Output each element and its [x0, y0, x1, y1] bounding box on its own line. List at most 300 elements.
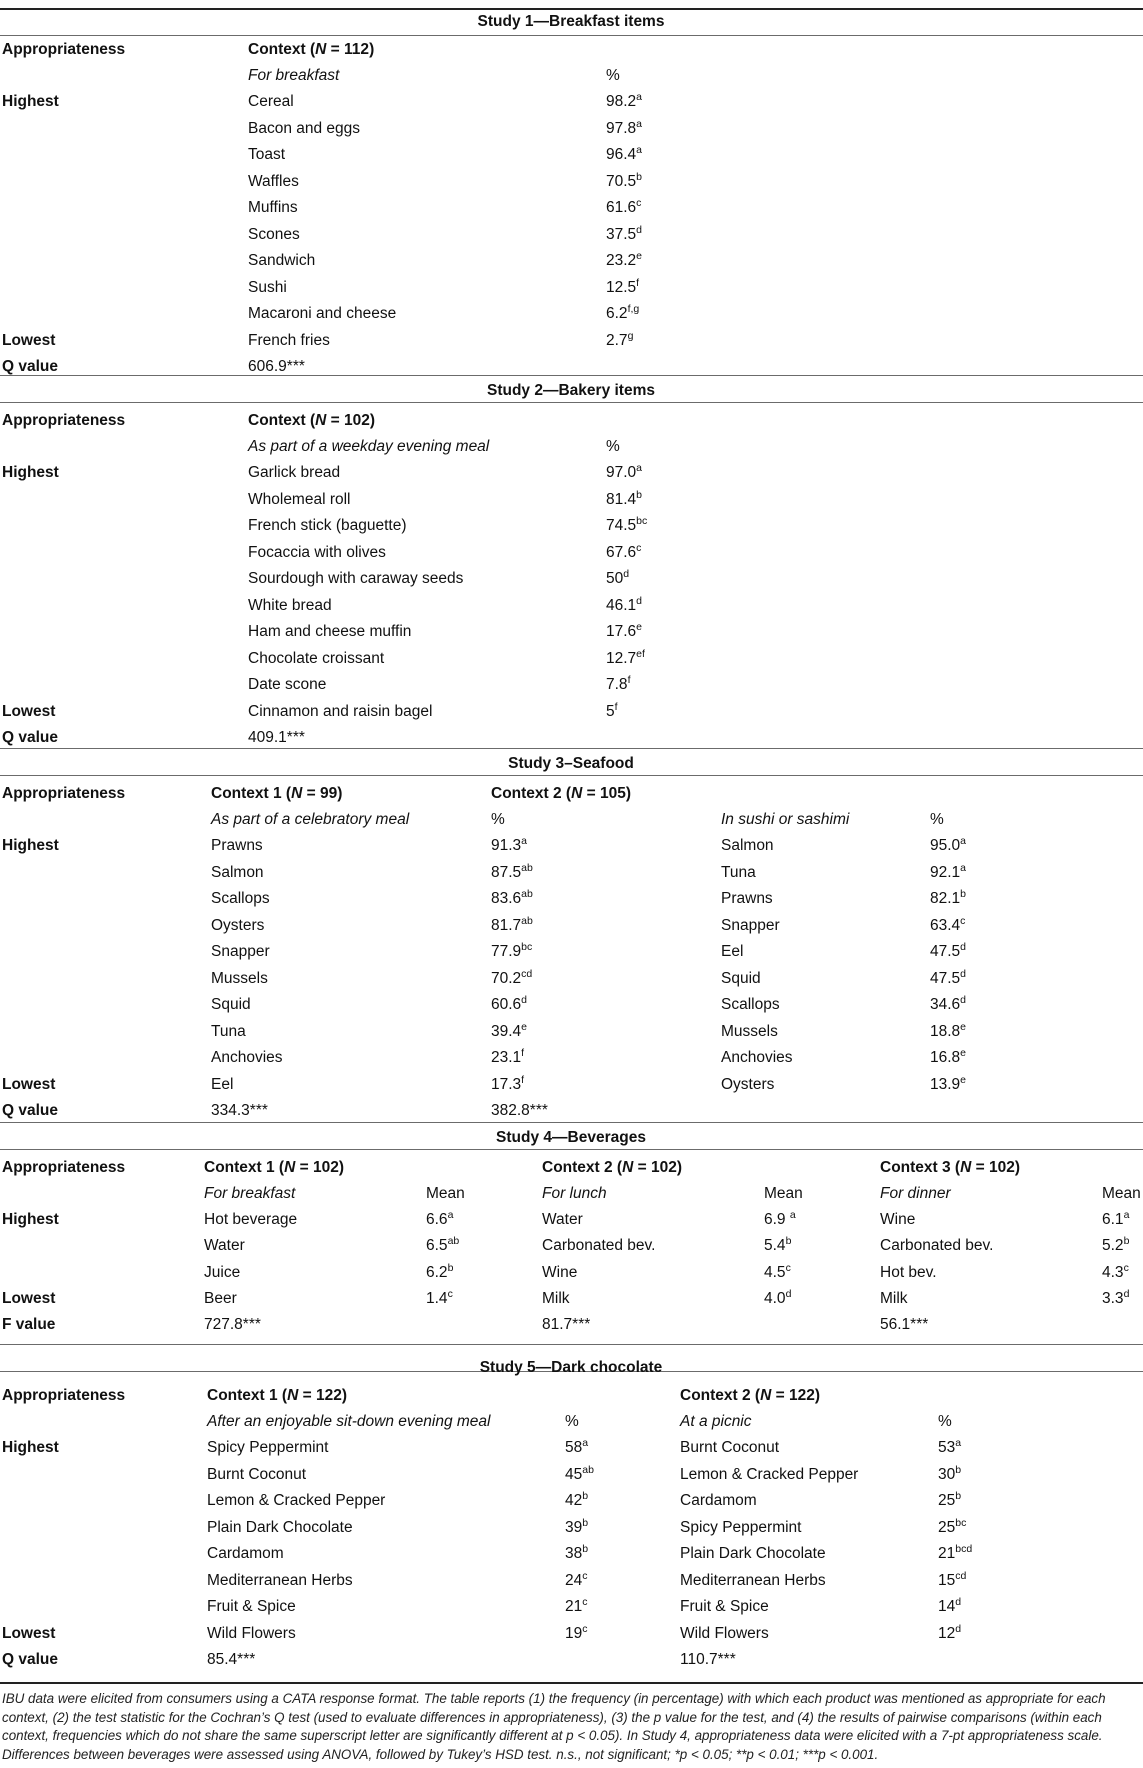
- significance-superscript: bc: [955, 1517, 967, 1529]
- row-value-number: 50: [606, 570, 624, 587]
- row-item-label: Tuna: [211, 1023, 246, 1040]
- appropriateness-label: Appropriateness: [2, 1159, 126, 1176]
- row-item-label: Focaccia with olives: [248, 544, 386, 561]
- row-value-number: 23.2: [606, 252, 637, 269]
- row-value: [426, 1263, 453, 1282]
- study4-context2-header: Context 2 (N = 102): [542, 1159, 683, 1176]
- significance-superscript: b: [955, 1464, 962, 1476]
- row-value-number: 53: [938, 1439, 956, 1456]
- row-value-number: 21: [565, 1598, 583, 1615]
- row-item-label: Mussels: [721, 1023, 778, 1040]
- row-value-number: 6.1: [1102, 1211, 1124, 1228]
- study5-context2-header: Context 2 (N = 122): [680, 1387, 821, 1404]
- divider: [0, 402, 1143, 403]
- row-value-number: 5: [606, 703, 615, 720]
- row-value: [1102, 1263, 1129, 1282]
- highest-label: Highest: [2, 1439, 59, 1456]
- row-value-number: 21: [938, 1545, 956, 1562]
- row-value-number: 42: [565, 1492, 583, 1509]
- q-value-label: Q value: [2, 1651, 58, 1668]
- row-item-label: Spicy Peppermint: [207, 1439, 329, 1456]
- row-value: [930, 1048, 966, 1067]
- row-value-number: 17.3: [491, 1076, 522, 1093]
- divider: [0, 35, 1143, 36]
- row-value-number: 6.5: [426, 1237, 448, 1254]
- row-value-number: 81.4: [606, 491, 637, 508]
- row-item-label: Mediterranean Herbs: [207, 1572, 353, 1589]
- row-value-number: 91.3: [491, 837, 522, 854]
- study4-context3-condition: For dinner: [880, 1185, 951, 1202]
- row-value-number: 67.6: [606, 544, 637, 561]
- significance-superscript: f: [521, 1047, 525, 1059]
- row-value-number: 74.5: [606, 517, 637, 534]
- study5-q-value-2: 110.7***: [680, 1651, 736, 1668]
- row-value-number: 45: [565, 1466, 583, 1483]
- row-value: [565, 1571, 588, 1590]
- table-footnote: IBU data were elicited from consumers using a CATA response format. The table reports (1) the frequency (in percentage) with which each product was mentioned as appropriate for each context, (2) the test statistic for the Cochran’s Q test (used to evaluate differences in appropriateness), (3) the p value for the test, and (4) the results of pairwise comparisons (within each context, frequencies which do not share the same superscript letter are significantly different at p < 0.05). In Study 4, appropriateness data were elicited with a 7-pt appropriateness scale. Differences between beverages were assessed using ANOVA, followed by Tukey’s HSD test. n.s., not significant; *p < 0.05; **p < 0.01; ***p < 0.001.: [2, 1691, 1106, 1762]
- study4-context1-condition: For breakfast: [204, 1185, 296, 1202]
- row-value-number: 6.6: [426, 1211, 448, 1228]
- mean-header: Mean: [1102, 1185, 1141, 1202]
- divider: [0, 775, 1143, 776]
- row-item-label: Sushi: [248, 279, 287, 296]
- row-value-number: 70.5: [606, 173, 637, 190]
- lowest-label: Lowest: [2, 703, 56, 720]
- row-value: [491, 889, 533, 908]
- study4-f-value-2: 81.7***: [542, 1316, 591, 1333]
- significance-superscript: e: [636, 621, 643, 633]
- highest-label: Highest: [2, 837, 59, 854]
- percent-header: %: [565, 1413, 579, 1430]
- study3-context1-header: Context 1 (N = 99): [211, 785, 343, 802]
- row-value: [606, 490, 642, 509]
- row-value-number: 39.4: [491, 1023, 522, 1040]
- row-value: [491, 942, 532, 961]
- row-item-label: Sourdough with caraway seeds: [248, 570, 464, 587]
- row-item-label: Scones: [248, 226, 300, 243]
- row-item-label: Snapper: [211, 943, 270, 960]
- row-value: [1102, 1210, 1129, 1229]
- row-item-label: Cereal: [248, 93, 294, 110]
- row-value-number: 23.1: [491, 1049, 522, 1066]
- row-item-label: Wild Flowers: [680, 1625, 769, 1642]
- divider: [0, 375, 1143, 376]
- study2-condition: As part of a weekday evening meal: [248, 438, 490, 455]
- significance-superscript: f: [627, 674, 631, 686]
- row-value-number: 12.5: [606, 279, 637, 296]
- row-value: [491, 1022, 527, 1041]
- row-value: [491, 916, 533, 935]
- row-item-label: Beer: [204, 1290, 237, 1307]
- row-value: [764, 1210, 796, 1229]
- row-item-label: French fries: [248, 332, 330, 349]
- row-value: [938, 1571, 966, 1590]
- lowest-label: Lowest: [2, 1625, 56, 1642]
- row-value-number: 63.4: [930, 917, 961, 934]
- row-value: [930, 889, 966, 908]
- row-item-label: Chocolate croissant: [248, 650, 385, 667]
- row-item-label: Hot beverage: [204, 1211, 298, 1228]
- significance-superscript: a: [636, 462, 643, 474]
- row-value: [938, 1491, 961, 1510]
- row-value: [491, 836, 527, 855]
- row-value: [930, 863, 966, 882]
- q-value-label: Q value: [2, 729, 58, 746]
- row-value: [426, 1236, 459, 1255]
- appropriateness-label: Appropriateness: [2, 41, 126, 58]
- row-value-number: 97.8: [606, 120, 637, 137]
- row-value-number: 47.5: [930, 943, 961, 960]
- table-bottom-rule: [0, 1682, 1143, 1684]
- significance-superscript: bcd: [955, 1543, 973, 1555]
- row-value: [764, 1289, 791, 1308]
- row-value-number: 98.2: [606, 93, 637, 110]
- row-item-label: Plain Dark Chocolate: [207, 1519, 353, 1536]
- row-value: [938, 1544, 972, 1563]
- significance-superscript: b: [960, 888, 967, 900]
- row-value: [606, 622, 642, 641]
- study3-context1-condition: As part of a celebratory meal: [211, 811, 410, 828]
- row-item-label: Anchovies: [211, 1049, 283, 1066]
- row-item-label: Carbonated bev.: [542, 1237, 656, 1254]
- row-value: [930, 1022, 966, 1041]
- significance-superscript: d: [955, 1596, 962, 1608]
- row-value: [491, 863, 533, 882]
- row-item-label: Lemon & Cracked Pepper: [207, 1492, 386, 1509]
- significance-superscript: e: [960, 1021, 967, 1033]
- significance-superscript: b: [1123, 1235, 1130, 1247]
- row-value: [1102, 1236, 1129, 1255]
- row-item-label: Muffins: [248, 199, 298, 216]
- row-value-number: 12: [938, 1625, 956, 1642]
- row-value-number: 81.7: [491, 917, 522, 934]
- row-value-number: 3.3: [1102, 1290, 1124, 1307]
- row-value-number: 5.4: [764, 1237, 786, 1254]
- study1-title: Study 1—Breakfast items: [477, 13, 665, 30]
- study3-q-value-1: 334.3***: [211, 1102, 268, 1119]
- lowest-label: Lowest: [2, 332, 56, 349]
- significance-superscript: d: [636, 224, 643, 236]
- study5-context1-condition: After an enjoyable sit-down evening meal: [207, 1413, 491, 1430]
- row-value-number: 19: [565, 1625, 583, 1642]
- significance-superscript: a: [636, 91, 643, 103]
- row-item-label: Oysters: [211, 917, 265, 934]
- row-item-label: Scallops: [211, 890, 270, 907]
- row-value-number: 96.4: [606, 146, 637, 163]
- row-item-label: Toast: [248, 146, 286, 163]
- significance-superscript: d: [1123, 1288, 1130, 1300]
- significance-superscript: e: [521, 1021, 528, 1033]
- row-value: [606, 225, 642, 244]
- row-value: [606, 278, 639, 297]
- study5-context2-condition: At a picnic: [680, 1413, 752, 1430]
- row-value: [565, 1597, 588, 1616]
- row-value-number: 2.7: [606, 332, 628, 349]
- mean-header: Mean: [764, 1185, 803, 1202]
- row-value-number: 82.1: [930, 890, 961, 907]
- row-item-label: Wholemeal roll: [248, 491, 351, 508]
- row-item-label: Wine: [542, 1264, 578, 1281]
- row-value: [606, 649, 645, 668]
- row-value-number: 15: [938, 1572, 956, 1589]
- row-item-label: Garlick bread: [248, 464, 341, 481]
- row-item-label: Lemon & Cracked Pepper: [680, 1466, 859, 1483]
- row-value: [491, 969, 532, 988]
- row-value: [565, 1438, 588, 1457]
- study5-title: Study 5—Dark chocolate: [479, 1359, 663, 1376]
- significance-superscript: c: [636, 197, 642, 209]
- row-value: [930, 836, 966, 855]
- row-value: [606, 675, 630, 694]
- highest-label: Highest: [2, 1211, 59, 1228]
- row-item-label: Squid: [211, 996, 251, 1013]
- significance-superscript: bc: [636, 515, 648, 527]
- row-value: [606, 92, 642, 111]
- row-item-label: Mussels: [211, 970, 268, 987]
- row-value-number: 13.9: [930, 1076, 961, 1093]
- row-value-number: 25: [938, 1519, 956, 1536]
- percent-header: %: [491, 811, 505, 828]
- significance-superscript: e: [960, 1047, 967, 1059]
- significance-superscript: ab: [447, 1235, 460, 1247]
- row-value-number: 12.7: [606, 650, 637, 667]
- row-item-label: Wild Flowers: [207, 1625, 296, 1642]
- row-item-label: Squid: [721, 970, 761, 987]
- row-value: [938, 1465, 961, 1484]
- row-item-label: French stick (baguette): [248, 517, 407, 534]
- study4-context3-header: Context 3 (N = 102): [880, 1159, 1021, 1176]
- row-item-label: Water: [204, 1237, 245, 1254]
- significance-superscript: b: [636, 489, 643, 501]
- row-value: [491, 1048, 524, 1067]
- appropriateness-label: Appropriateness: [2, 785, 126, 802]
- row-item-label: Milk: [880, 1290, 908, 1307]
- study4-f-value-1: 727.8***: [204, 1316, 261, 1333]
- row-item-label: Hot bev.: [880, 1264, 937, 1281]
- study3-context2-header: Context 2 (N = 105): [491, 785, 632, 802]
- row-value: [606, 463, 642, 482]
- study5-context1-header: Context 1 (N = 122): [207, 1387, 348, 1404]
- row-value-number: 5.2: [1102, 1237, 1124, 1254]
- row-value: [938, 1624, 961, 1643]
- significance-superscript: f: [614, 701, 618, 713]
- row-value: [606, 702, 618, 721]
- row-value: [606, 172, 642, 191]
- row-item-label: Sandwich: [248, 252, 316, 269]
- row-item-label: Mediterranean Herbs: [680, 1572, 826, 1589]
- lowest-label: Lowest: [2, 1076, 56, 1093]
- row-value-number: 46.1: [606, 597, 637, 614]
- row-item-label: Juice: [204, 1264, 241, 1281]
- row-item-label: Burnt Coconut: [680, 1439, 780, 1456]
- significance-superscript: a: [1123, 1209, 1130, 1221]
- row-item-label: Eel: [721, 943, 744, 960]
- row-value-number: 1.4: [426, 1290, 448, 1307]
- significance-superscript: a: [960, 862, 967, 874]
- significance-superscript: b: [447, 1262, 454, 1274]
- row-value-number: 4.5: [764, 1264, 786, 1281]
- row-value: [565, 1544, 588, 1563]
- highest-label: Highest: [2, 464, 59, 481]
- row-value-number: 18.8: [930, 1023, 961, 1040]
- row-item-label: Cardamom: [207, 1545, 284, 1562]
- significance-superscript: d: [636, 595, 643, 607]
- row-item-label: Salmon: [721, 837, 774, 854]
- row-value: [930, 995, 966, 1014]
- row-value: [930, 942, 966, 961]
- study2-q-value: 409.1***: [248, 729, 305, 746]
- row-value-number: 4.3: [1102, 1264, 1124, 1281]
- row-item-label: Prawns: [211, 837, 263, 854]
- study1-context-header: Context (N = 112): [248, 41, 375, 58]
- f-value-label: F value: [2, 1316, 56, 1333]
- row-value: [565, 1465, 594, 1484]
- row-value: [938, 1597, 961, 1616]
- row-value: [930, 969, 966, 988]
- significance-superscript: f,g: [627, 303, 640, 315]
- significance-superscript: a: [955, 1437, 962, 1449]
- row-item-label: Anchovies: [721, 1049, 793, 1066]
- divider: [0, 1149, 1143, 1150]
- significance-superscript: bc: [521, 941, 533, 953]
- row-value-number: 25: [938, 1492, 956, 1509]
- row-item-label: Snapper: [721, 917, 780, 934]
- percent-header: %: [606, 67, 620, 84]
- significance-superscript: a: [636, 144, 643, 156]
- study1-q-value: 606.9***: [248, 358, 305, 375]
- significance-superscript: a: [582, 1437, 589, 1449]
- row-value: [606, 543, 641, 562]
- row-value-number: 83.6: [491, 890, 522, 907]
- row-value-number: 60.6: [491, 996, 522, 1013]
- significance-superscript: b: [955, 1490, 962, 1502]
- significance-superscript: b: [582, 1517, 589, 1529]
- percent-header: %: [930, 811, 944, 828]
- significance-superscript: c: [1123, 1262, 1129, 1274]
- row-value: [1102, 1289, 1129, 1308]
- significance-superscript: c: [582, 1623, 588, 1635]
- row-value-number: 37.5: [606, 226, 637, 243]
- row-value: [426, 1210, 453, 1229]
- row-value-number: 58: [565, 1439, 583, 1456]
- row-value: [491, 1075, 524, 1094]
- q-value-label: Q value: [2, 358, 58, 375]
- significance-superscript: f: [521, 1074, 525, 1086]
- significance-superscript: b: [785, 1235, 792, 1247]
- table-top-rule: [0, 8, 1143, 10]
- study3-q-value-2: 382.8***: [491, 1102, 548, 1119]
- mean-header: Mean: [426, 1185, 465, 1202]
- significance-superscript: a: [789, 1209, 796, 1221]
- row-value: [565, 1491, 588, 1510]
- row-value-number: 34.6: [930, 996, 961, 1013]
- row-item-label: Prawns: [721, 890, 773, 907]
- significance-superscript: ab: [521, 915, 533, 927]
- study3-title: Study 3–Seafood: [508, 755, 634, 772]
- row-item-label: Fruit & Spice: [207, 1598, 296, 1615]
- q-value-label: Q value: [2, 1102, 58, 1119]
- significance-superscript: d: [955, 1623, 962, 1635]
- row-value-number: 92.1: [930, 864, 961, 881]
- row-item-label: Spicy Peppermint: [680, 1519, 802, 1536]
- row-value: [764, 1263, 791, 1282]
- row-item-label: Water: [542, 1211, 583, 1228]
- row-value-number: 30: [938, 1466, 956, 1483]
- study4-title: Study 4—Beverages: [496, 1129, 646, 1146]
- study4-context2-condition: For lunch: [542, 1185, 607, 1202]
- study4-f-value-3: 56.1***: [880, 1316, 929, 1333]
- divider: [0, 748, 1143, 749]
- row-value-number: 87.5: [491, 864, 522, 881]
- percent-header: %: [938, 1413, 952, 1430]
- significance-superscript: a: [521, 835, 528, 847]
- row-item-label: Ham and cheese muffin: [248, 623, 412, 640]
- row-value: [930, 916, 965, 935]
- row-item-label: Wine: [880, 1211, 916, 1228]
- significance-superscript: cd: [521, 968, 533, 980]
- significance-superscript: a: [636, 118, 643, 130]
- significance-superscript: c: [582, 1596, 588, 1608]
- row-item-label: Tuna: [721, 864, 756, 881]
- study5-q-value-1: 85.4***: [207, 1651, 256, 1668]
- row-value-number: 14: [938, 1598, 956, 1615]
- appropriateness-label: Appropriateness: [2, 412, 126, 429]
- significance-superscript: d: [521, 994, 528, 1006]
- significance-superscript: c: [785, 1262, 791, 1274]
- significance-superscript: f: [636, 277, 640, 289]
- row-item-label: Carbonated bev.: [880, 1237, 994, 1254]
- row-value-number: 47.5: [930, 970, 961, 987]
- highest-label: Highest: [2, 93, 59, 110]
- row-value: [565, 1518, 588, 1537]
- row-value-number: 39: [565, 1519, 583, 1536]
- significance-superscript: ab: [521, 888, 533, 900]
- significance-superscript: d: [960, 994, 967, 1006]
- lowest-label: Lowest: [2, 1290, 56, 1307]
- study3-context2-condition: In sushi or sashimi: [721, 811, 850, 828]
- study1-condition: For breakfast: [248, 67, 340, 84]
- row-value: [606, 251, 642, 270]
- row-item-label: Cinnamon and raisin bagel: [248, 703, 433, 720]
- row-item-label: Bacon and eggs: [248, 120, 361, 137]
- row-value: [938, 1438, 961, 1457]
- significance-superscript: ab: [582, 1464, 594, 1476]
- row-item-label: Macaroni and cheese: [248, 305, 397, 322]
- row-item-label: Cardamom: [680, 1492, 757, 1509]
- divider: [0, 1122, 1143, 1123]
- row-value: [606, 569, 629, 588]
- row-item-label: Oysters: [721, 1076, 775, 1093]
- row-value: [606, 516, 647, 535]
- row-value: [491, 995, 527, 1014]
- row-value-number: 6.9: [764, 1211, 790, 1228]
- study4-context1-header: Context 1 (N = 102): [204, 1159, 345, 1176]
- row-item-label: Milk: [542, 1290, 570, 1307]
- row-value-number: 38: [565, 1545, 583, 1562]
- significance-superscript: d: [960, 968, 967, 980]
- row-value: [606, 145, 642, 164]
- study2-title: Study 2—Bakery items: [487, 382, 655, 399]
- row-item-label: Scallops: [721, 996, 780, 1013]
- row-value: [606, 304, 639, 323]
- row-value-number: 6.2: [606, 305, 628, 322]
- row-value: [426, 1289, 453, 1308]
- row-item-label: Waffles: [248, 173, 299, 190]
- significance-superscript: d: [785, 1288, 792, 1300]
- row-item-label: Eel: [211, 1076, 234, 1093]
- significance-superscript: g: [627, 330, 634, 342]
- significance-superscript: d: [960, 941, 967, 953]
